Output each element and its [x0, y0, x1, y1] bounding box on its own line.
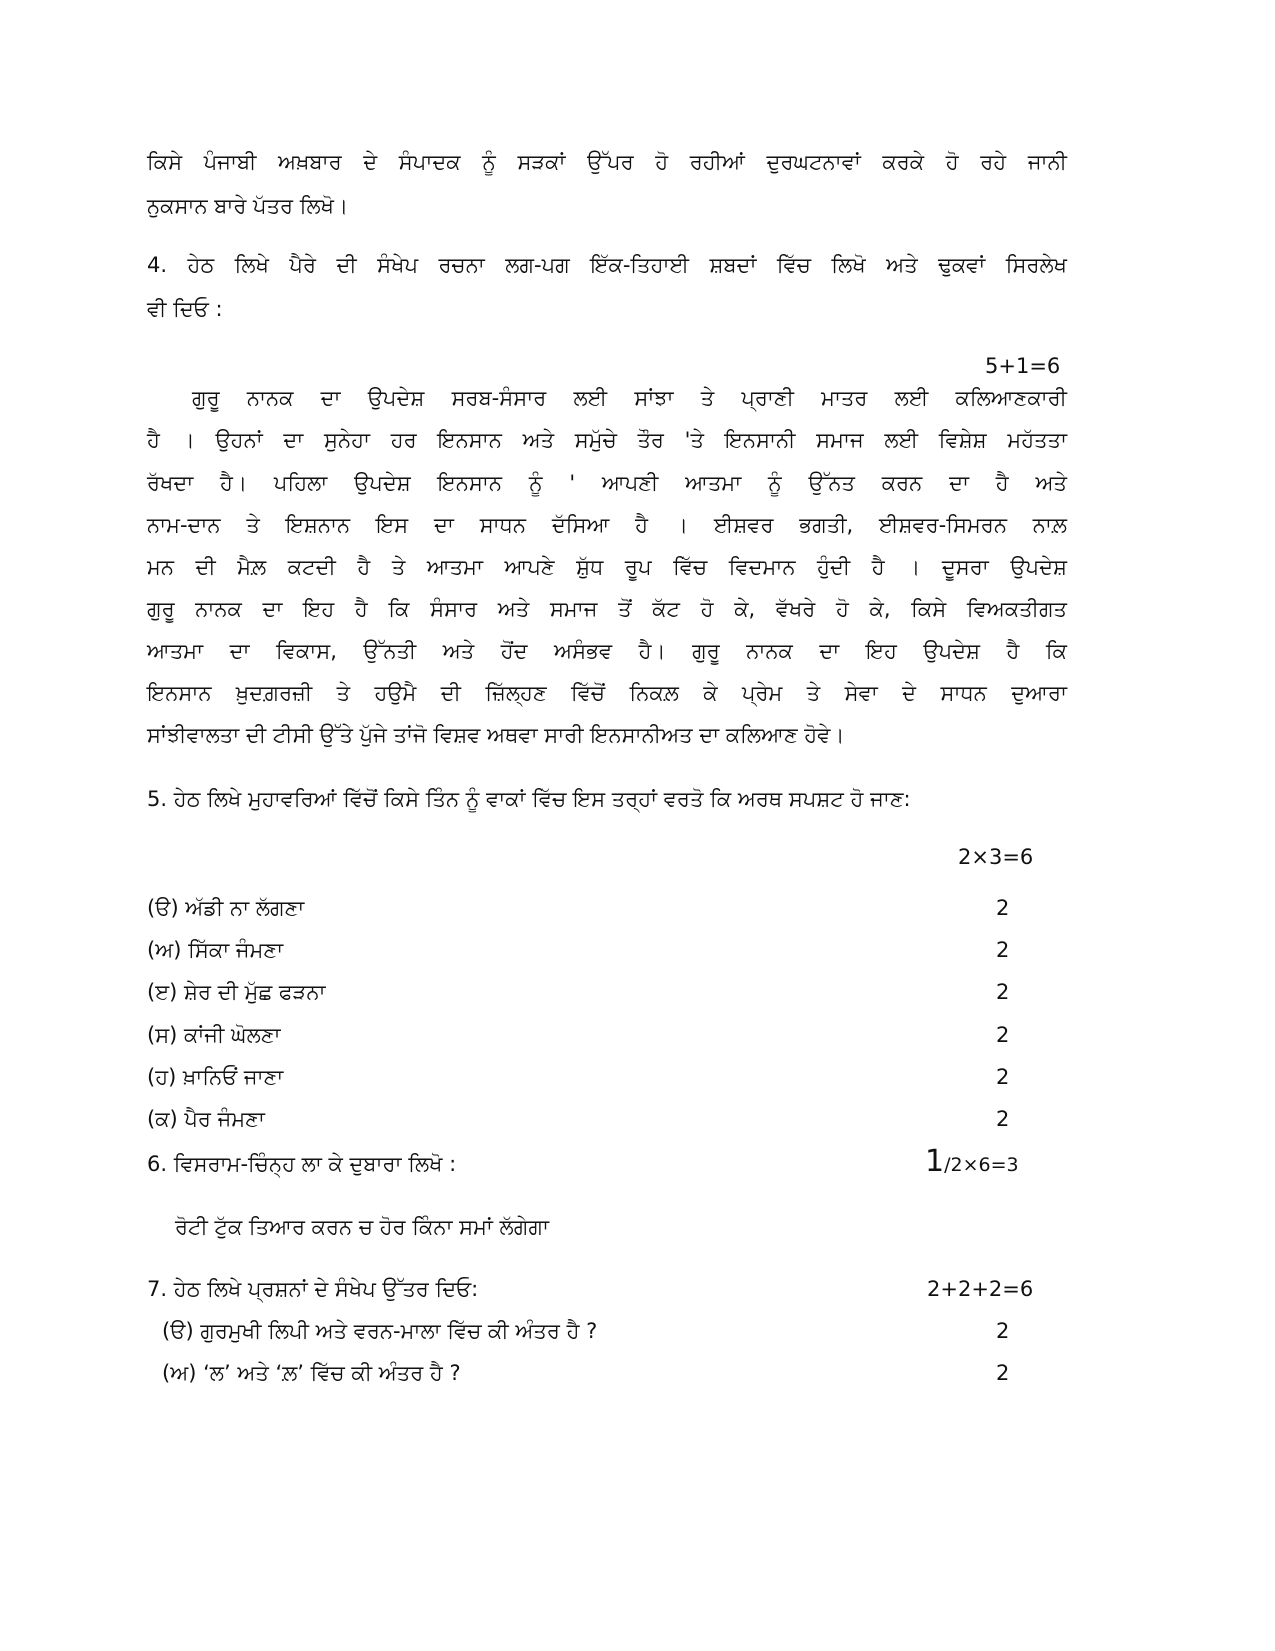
idiom-item: (ਕ) ਪੈਰ ਜੰਮਣਾ: [147, 1107, 265, 1131]
q7-item: (ੳ) ਗੁਰਮੁਖੀ ਲਿਪੀ ਅਤੇ ਵਰਨ-ਮਾਲਾ ਵਿੱਚ ਕੀ ਅੰਤਰ ਹੈ ?: [162, 1319, 598, 1343]
passage-line: ਸਾਂਝੀਵਾਲਤਾ ਦੀ ਟੀਸੀ ਉੱਤੇ ਪੁੱਜੇ ਤਾਂਜੋ ਵਿਸ਼ਵ ਅਥਵਾ ਸਾਰੀ ਇਨਸਾਨੀਅਤ ਦਾ ਕਲਿਆਣ ਹੋਵੇ।: [147, 723, 845, 747]
q7-item: (ਅ) ‘ਲ’ ਅਤੇ ‘ਲ਼’ ਵਿੱਚ ਕੀ ਅੰਤਰ ਹੈ ?: [162, 1361, 461, 1385]
q6-marks-whole: 1: [925, 1144, 945, 1179]
idiom-marks: 2: [996, 938, 1010, 962]
q7-item-marks: 2: [996, 1361, 1010, 1385]
q6-marks: [925, 1140, 1019, 1187]
passage-line: ਇਨਸਾਨ ਖ਼ੁਦਗ਼ਰਜ਼ੀ ਤੇ ਹਉਮੈ ਦੀ ਜ਼ਿੱਲ੍ਹਣ ਵਿੱਚੋਂ ਨਿਕਲ਼ ਕੇ ਪ੍ਰੇਮ ਤੇ ਸੇਵਾ ਦੇ ਸਾਧਨ ਦੁਆਰਾ: [147, 681, 1067, 705]
idiom-marks: 2: [996, 896, 1010, 920]
passage-line: ਆਤਮਾ ਦਾ ਵਿਕਾਸ, ਉੱਨਤੀ ਅਤੇ ਹੋਂਦ ਅਸੰਭਵ ਹੈ। ਗੁਰੂ ਨਾਨਕ ਦਾ ਇਹ ਉਪਦੇਸ਼ ਹੈ ਕਿ: [147, 639, 1067, 663]
q7-item-marks: 2: [996, 1319, 1010, 1343]
passage-line: ਹੈ । ਉਹਨਾਂ ਦਾ ਸੁਨੇਹਾ ਹਰ ਇਨਸਾਨ ਅਤੇ ਸਮੁੱਚੇ ਤੌਰ 'ਤੇ ਇਨਸਾਨੀ ਸਮਾਜ ਲਈ ਵਿਸ਼ੇਸ਼ ਮਹੱਤਤਾ: [147, 428, 1067, 452]
q3-line-2: ਨੁਕਸਾਨ ਬਾਰੇ ਪੱਤਰ ਲਿਖੋ।: [147, 194, 349, 218]
passage-line: ਰੱਖਦਾ ਹੈ। ਪਹਿਲਾ ਉਪਦੇਸ਼ ਇਨਸਾਨ ਨੂੰ ' ਆਪਣੀ ਆਤਮਾ ਨੂੰ ਉੱਨਤ ਕਰਨ ਦਾ ਹੈ ਅਤੇ: [147, 471, 1067, 495]
idiom-item: (ੳ) ਅੱਡੀ ਨਾ ਲੱਗਣਾ: [147, 896, 305, 920]
passage-line: ਨਾਮ-ਦਾਨ ਤੇ ਇਸ਼ਨਾਨ ਇਸ ਦਾ ਸਾਧਨ ਦੱਸਿਆ ਹੈ । ਈਸ਼ਵਰ ਭਗਤੀ, ਈਸ਼ਵਰ-ਸਿਮਰਨ ਨਾਲ਼: [147, 513, 1067, 537]
idiom-marks: 2: [996, 1065, 1010, 1089]
q6-sentence: ਰੋਟੀ ਟੁੱਕ ਤਿਆਰ ਕਰਨ ਚ ਹੋਰ ਕਿੰਨਾ ਸਮਾਂ ਲੱਗੇਗਾ: [175, 1215, 549, 1239]
idiom-marks: 2: [996, 1023, 1010, 1047]
q3-line-1: ਕਿਸੇ ਪੰਜਾਬੀ ਅਖ਼ਬਾਰ ਦੇ ਸੰਪਾਦਕ ਨੂੰ ਸੜਕਾਂ ਉੱਪਰ ਹੋ ਰਹੀਆਂ ਦੁਰਘਟਨਾਵਾਂ ਕਰਕੇ ਹੋ ਰਹੇ ਜਾਨੀ: [147, 150, 1067, 174]
q7-heading: 7. ਹੇਠ ਲਿਖੇ ਪ੍ਰਸ਼ਨਾਂ ਦੇ ਸੰਖੇਪ ਉੱਤਰ ਦਿਓ:: [147, 1277, 479, 1301]
q6-heading: 6. ਵਿਸਰਾਮ-ਚਿੰਨ੍ਹ ਲਾ ਕੇ ਦੁਬਾਰਾ ਲਿਖੋ :: [147, 1152, 457, 1176]
idiom-marks: 2: [996, 980, 1010, 1004]
passage-line: ਗੁਰੂ ਨਾਨਕ ਦਾ ਇਹ ਹੈ ਕਿ ਸੰਸਾਰ ਅਤੇ ਸਮਾਜ ਤੋਂ ਕੱਟ ਹੋ ਕੇ, ਵੱਖਰੇ ਹੋ ਕੇ, ਕਿਸੇ ਵਿਅਕਤੀਗਤ: [147, 597, 1067, 621]
q4-marks: 5+1=6: [985, 354, 1061, 378]
q5-marks: 2×3=6: [958, 845, 1034, 869]
idiom-item: (ੲ) ਸ਼ੇਰ ਦੀ ਮੁੱਛ ਫੜਨਾ: [147, 980, 326, 1004]
q5-heading: 5. ਹੇਠ ਲਿਖੇ ਮੁਹਾਵਰਿਆਂ ਵਿੱਚੋਂ ਕਿਸੇ ਤਿੰਨ ਨੂੰ ਵਾਕਾਂ ਵਿੱਚ ਇਸ ਤਰ੍ਹਾਂ ਵਰਤੋ ਕਿ ਅਰਥ ਸਪਸ਼ਟ ਹੋ ਜਾਣ:: [147, 787, 911, 811]
q4-heading-line-1: 4. ਹੇਠ ਲਿਖੇ ਪੈਰੇ ਦੀ ਸੰਖੇਪ ਰਚਨਾ ਲਗ-ਪਗ ਇੱਕ-ਤਿਹਾਈ ਸ਼ਬਦਾਂ ਵਿੱਚ ਲਿਖੋ ਅਤੇ ਢੁਕਵਾਂ ਸਿਰਲੇਖ: [147, 253, 1067, 277]
idiom-item: (ਅ) ਸਿੱਕਾ ਜੰਮਣਾ: [147, 938, 284, 962]
q6-marks-rest: /2×6=3: [944, 1154, 1019, 1176]
passage-line: ਗੁਰੂ ਨਾਨਕ ਦਾ ਉਪਦੇਸ਼ ਸਰਬ-ਸੰਸਾਰ ਲਈ ਸਾਂਝਾ ਤੇ ਪ੍ਰਾਣੀ ਮਾਤਰ ਲਈ ਕਲਿਆਣਕਾਰੀ: [192, 386, 1067, 410]
q7-marks: 2+2+2=6: [927, 1277, 1034, 1301]
idiom-marks: 2: [996, 1107, 1010, 1131]
idiom-item: (ਹ) ਖ਼ਾਨਿਓਂ ਜਾਣਾ: [147, 1065, 284, 1089]
idiom-item: (ਸ) ਕਾਂਜੀ ਘੋਲਣਾ: [147, 1023, 281, 1047]
q4-heading-line-2: ਵੀ ਦਿਓ :: [147, 297, 223, 321]
passage-line: ਮਨ ਦੀ ਮੈਲ਼ ਕਟਦੀ ਹੈ ਤੇ ਆਤਮਾ ਆਪਣੇ ਸ਼ੁੱਧ ਰੂਪ ਵਿੱਚ ਵਿਦਮਾਨ ਹੁੰਦੀ ਹੈ । ਦੂਸਰਾ ਉਪਦੇਸ਼: [147, 555, 1067, 579]
